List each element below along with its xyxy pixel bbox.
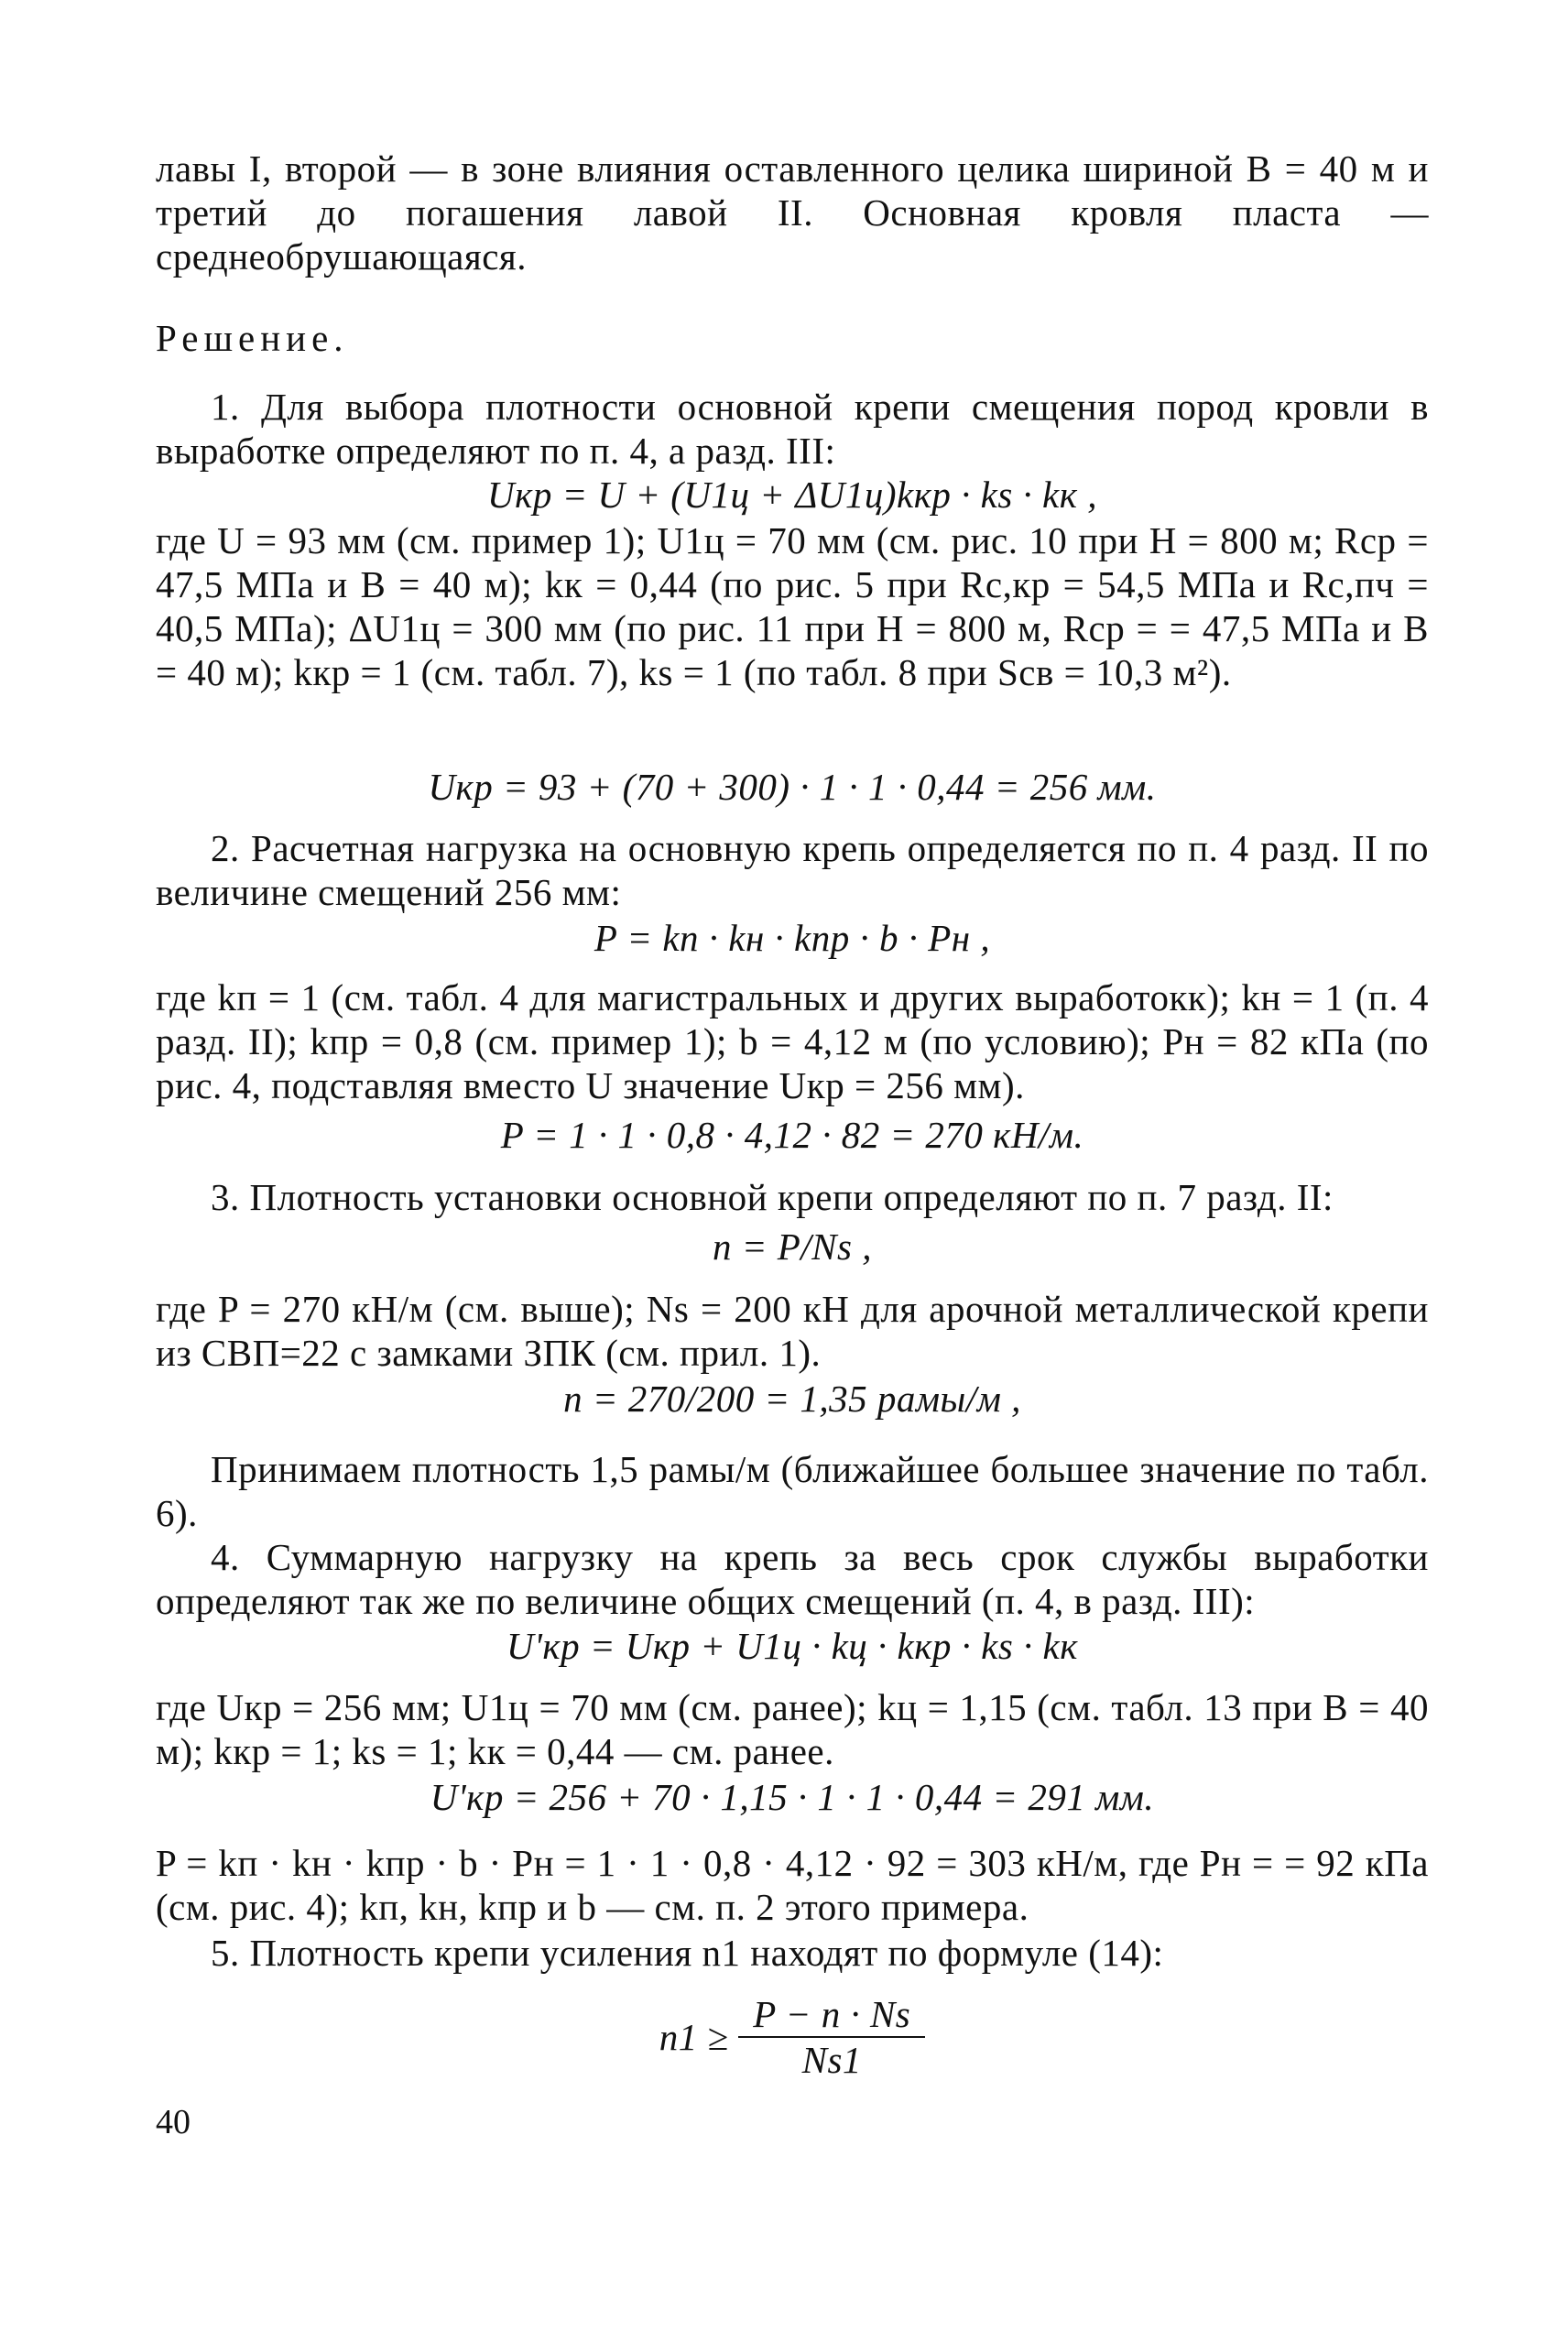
paragraph-1-where: где U = 93 мм (см. пример 1); U1ц = 70 мм (см. рис. 10 при H = 800 м; Rср = 47,5 МПа и B = 40 м); kк = 0,44 (по рис. 5 при Rс,кр = 54,5 МПа и Rс,пч = 40,5 МПа); ΔU1ц = 300 мм (по рис. 11 при H = 800 м, Rср = = 47,5 МПа и B = 40 м); kкр = 1 (см. табл. 7), ks = 1 (по табл. 8 при Sсв = 10,3 м²). (156, 519, 1429, 693)
page-number: 40 (156, 2103, 191, 2141)
formula-n1 (156, 1992, 1429, 2082)
paragraph-3-where: где P = 270 кН/м (см. выше); Ns = 200 кН для арочной металлической крепи из СВП=22 с замками ЗПК (см. прил. 1). (156, 1288, 1429, 1374)
paragraph-intro: лавы I, второй — в зоне влияния оставленного целика шириной B = 40 м и третий до погашения лавой II. Основная кровля пласта — среднеобрушающаяся. (156, 147, 1429, 278)
paragraph-p-total: P = kп · kн · kпр · b · Pн = 1 · 1 · 0,8 · 4,12 · 92 = 303 кН/м, где Pн = = 92 кПа (см. рис. 4); kп, kн, kпр и b — см. п. 2 этого примера. (156, 1842, 1429, 1928)
formula-p-calc: P = 1 · 1 · 0,8 · 4,12 · 82 = 270 кН/м. (500, 1114, 1084, 1156)
formula-n1-fraction (738, 1992, 925, 2082)
formula-p: P = kп · kн · kпр · b · Pн , (593, 917, 991, 959)
paragraph-5: 5. Плотность крепи усиления n1 находят по формуле (14): (211, 1932, 1164, 1974)
formula-n: n = P/Ns , (713, 1225, 872, 1268)
formula-ukr: Uкр = U + (U1ц + ΔU1ц)kкр · ks · kк , (487, 474, 1097, 516)
paragraph-4-where: где Uкр = 256 мм; U1ц = 70 мм (см. ранее); kц = 1,15 (см. табл. 13 при B = 40 м); kкр = 1; ks = 1; kк = 0,44 — см. ранее. (156, 1686, 1429, 1772)
formula-ukr-calc: Uкр = 93 + (70 + 300) · 1 · 1 · 0,44 = 256 мм. (428, 766, 1157, 808)
formula-ukr-prime: U'кр = Uкр + U1ц · kц · kкр · ks · kк (506, 1625, 1078, 1667)
formula-n-calc: n = 270/200 = 1,35 рамы/м , (563, 1378, 1021, 1420)
formula-n1-numerator: P − n · Ns (738, 1992, 925, 2038)
paragraph-1: 1. Для выбора плотности основной крепи смещения пород кровли в выработке определяют по п. 4, а разд. III: (156, 386, 1429, 472)
paragraph-4: 4. Суммарную нагрузку на крепь за весь срок службы выработки определяют так же по величине общих смещений (п. 4, в разд. III): (156, 1536, 1429, 1622)
formula-n1-denominator: Ns1 (801, 2039, 862, 2081)
section-heading: Решение. (156, 317, 349, 359)
paragraph-2: 2. Расчетная нагрузка на основную крепь определяется по п. 4 разд. II по величине смещений 256 мм: (156, 827, 1429, 913)
paragraph-accept: Принимаем плотность 1,5 рамы/м (ближайшее большее значение по табл. 6). (156, 1448, 1429, 1534)
paragraph-2-where: где kп = 1 (см. табл. 4 для магистральных и других выработокк); kн = 1 (п. 4 разд. II); kпр = 0,8 (см. пример 1); b = 4,12 м (по условию); Pн = 82 кПа (по рис. 4, подставляя вместо U значение Uкр = 256 мм). (156, 976, 1429, 1106)
paragraph-3: 3. Плотность установки основной крепи определяют по п. 7 разд. II: (211, 1176, 1334, 1218)
formula-n1-lhs: n1 ≥ (659, 2016, 729, 2058)
formula-ukr-prime-calc: U'кр = 256 + 70 · 1,15 · 1 · 1 · 0,44 = 291 мм. (430, 1776, 1155, 1818)
